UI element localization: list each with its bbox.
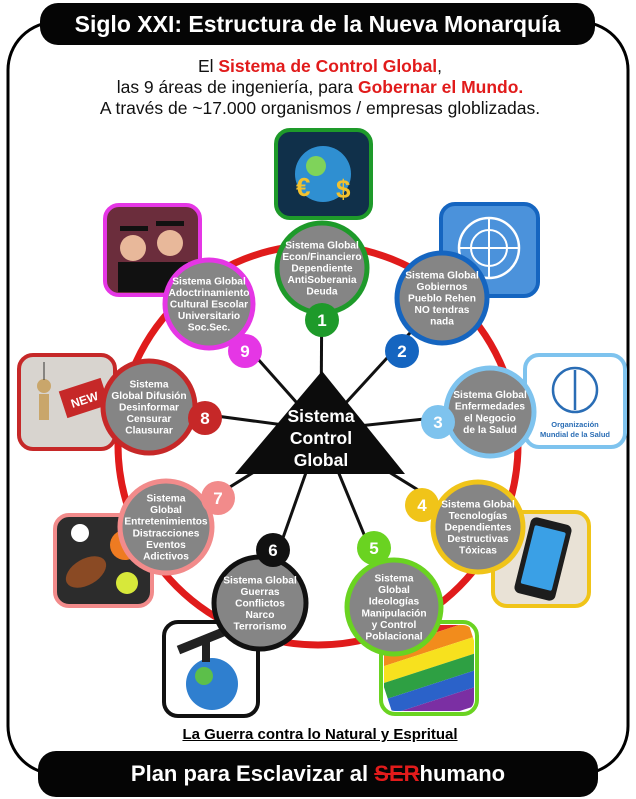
number-label-3: 3 — [433, 413, 443, 432]
node-2-line-3: Pueblo Rehen — [408, 293, 476, 305]
number-label-8: 8 — [200, 409, 210, 428]
node-8-line-5: Clausurar — [125, 425, 173, 437]
intro-line-2-prefix: las 9 áreas de ingeniería, para — [116, 77, 358, 97]
node-9 — [165, 260, 262, 368]
intro-highlight-govern: Gobernar el Mundo. — [357, 77, 524, 97]
footer-prefix: Plan para Esclavizar al — [130, 761, 375, 786]
intro-line-1-prefix: El — [197, 56, 219, 76]
tile-money-globe — [276, 130, 371, 218]
node-7-line-6: Adictivos — [143, 551, 189, 563]
node-6-line-5: Terrorismo — [233, 621, 287, 633]
node-5-line-6: Poblacional — [365, 631, 423, 643]
node-7 — [120, 481, 235, 573]
node-2 — [385, 253, 487, 368]
node-1 — [277, 223, 367, 337]
number-label-7: 7 — [213, 489, 223, 508]
node-8 — [103, 361, 222, 453]
node-7-line-5: Eventos — [146, 539, 186, 551]
node-4 — [405, 482, 523, 572]
node-3-line-1: Sistema Global — [453, 390, 527, 402]
node-6-line-3: Conflictos — [235, 598, 285, 610]
center-line-1: Sistema — [287, 406, 355, 426]
euro-icon: € — [296, 172, 311, 202]
center-line-2: Control — [289, 428, 353, 448]
node-5-line-2: Global — [378, 585, 410, 597]
node-4-line-4: Destructivas — [447, 534, 509, 546]
node-7-line-4: Distracciones — [132, 528, 200, 540]
center-line-3: Global — [293, 450, 349, 470]
earth-icon — [186, 658, 238, 710]
node-5 — [347, 531, 441, 654]
intro-highlight-control: Sistema de Control Global — [218, 56, 438, 76]
page-title: Siglo XXI: Estructura de la Nueva Monarquía — [74, 11, 561, 37]
tile-puppet — [19, 355, 115, 449]
grad-cap-icon — [120, 226, 148, 231]
node-5-line-3: Ideologías — [368, 596, 420, 608]
node-7-line-3: Entretenimientos — [124, 516, 208, 528]
node-9-line-3: Cultural Escolar — [169, 299, 249, 311]
node-8-line-2: Global Difusión — [111, 390, 187, 402]
number-label-5: 5 — [369, 539, 379, 558]
who-caption-2: Mundial de la Salud — [539, 430, 611, 439]
news-sign-label: NEW — [69, 388, 101, 411]
footer-bar — [38, 751, 598, 797]
node-9-line-2: Adoctrinamiento — [168, 287, 250, 299]
node-7-line-1: Sistema — [146, 493, 186, 505]
intro-line-3: A través de ~17.000 organismos / empresas globlizadas. — [99, 98, 541, 118]
node-2-line-5: nada — [430, 316, 454, 328]
node-6 — [214, 533, 306, 649]
node-7-line-2: Global — [150, 505, 182, 517]
footer-suffix: humano — [419, 761, 506, 786]
node-4-line-3: Dependientes — [444, 522, 512, 534]
tennis-ball-icon — [116, 572, 138, 594]
tagline: La Guerra contra lo Natural y Espritual — [182, 726, 458, 743]
node-1-line-5: Deuda — [306, 286, 338, 298]
node-3-line-4: de la Salud — [463, 424, 517, 436]
node-9-line-1: Sistema Global — [172, 276, 246, 288]
number-label-4: 4 — [417, 496, 427, 515]
footer-struck: SER — [374, 761, 420, 786]
node-2-line-1: Sistema Global — [405, 270, 479, 282]
node-3 — [421, 368, 534, 456]
dollar-icon: $ — [336, 174, 351, 204]
node-9-line-4: Universitario — [177, 311, 241, 323]
who-caption-1: Organización — [551, 420, 599, 429]
node-5-line-5: y Control — [371, 619, 417, 631]
node-8-line-1: Sistema — [129, 379, 169, 391]
node-5-line-4: Manipulación — [361, 608, 427, 620]
number-label-9: 9 — [240, 342, 250, 361]
node-1-line-1: Sistema Global — [285, 240, 359, 252]
node-5-line-1: Sistema — [374, 573, 414, 585]
node-4-line-5: Tóxicas — [459, 545, 497, 557]
number-label-2: 2 — [397, 342, 407, 361]
node-1-line-2: Econ/Financiero — [282, 251, 362, 263]
node-1-line-3: Dependiente — [291, 263, 353, 275]
node-8-line-4: Censurar — [126, 414, 172, 426]
node-6-line-2: Guerras — [240, 586, 280, 598]
node-6-line-4: Narco — [245, 610, 275, 622]
node-2-line-2: Gobiernos — [416, 281, 468, 293]
number-label-1: 1 — [317, 311, 327, 330]
node-3-line-2: Enfermedades — [454, 401, 526, 413]
node-4-line-1: Sistema Global — [441, 499, 515, 511]
node-8-line-3: Desinformar — [118, 402, 180, 414]
intro-line-1-suffix: , — [437, 56, 443, 76]
node-6-line-1: Sistema Global — [223, 575, 297, 587]
puppet-icon — [37, 379, 51, 393]
node-1-line-4: AntiSoberania — [287, 275, 357, 287]
node-4-line-2: Tecnologías — [448, 510, 508, 522]
node-9-line-5: Soc.Sec. — [187, 322, 231, 334]
baseball-icon — [71, 524, 89, 542]
number-label-6: 6 — [268, 541, 278, 560]
node-3-line-3: el Negocio — [464, 413, 516, 425]
node-2-line-4: NO tendras — [414, 305, 470, 317]
tile-who-logo — [525, 355, 625, 447]
